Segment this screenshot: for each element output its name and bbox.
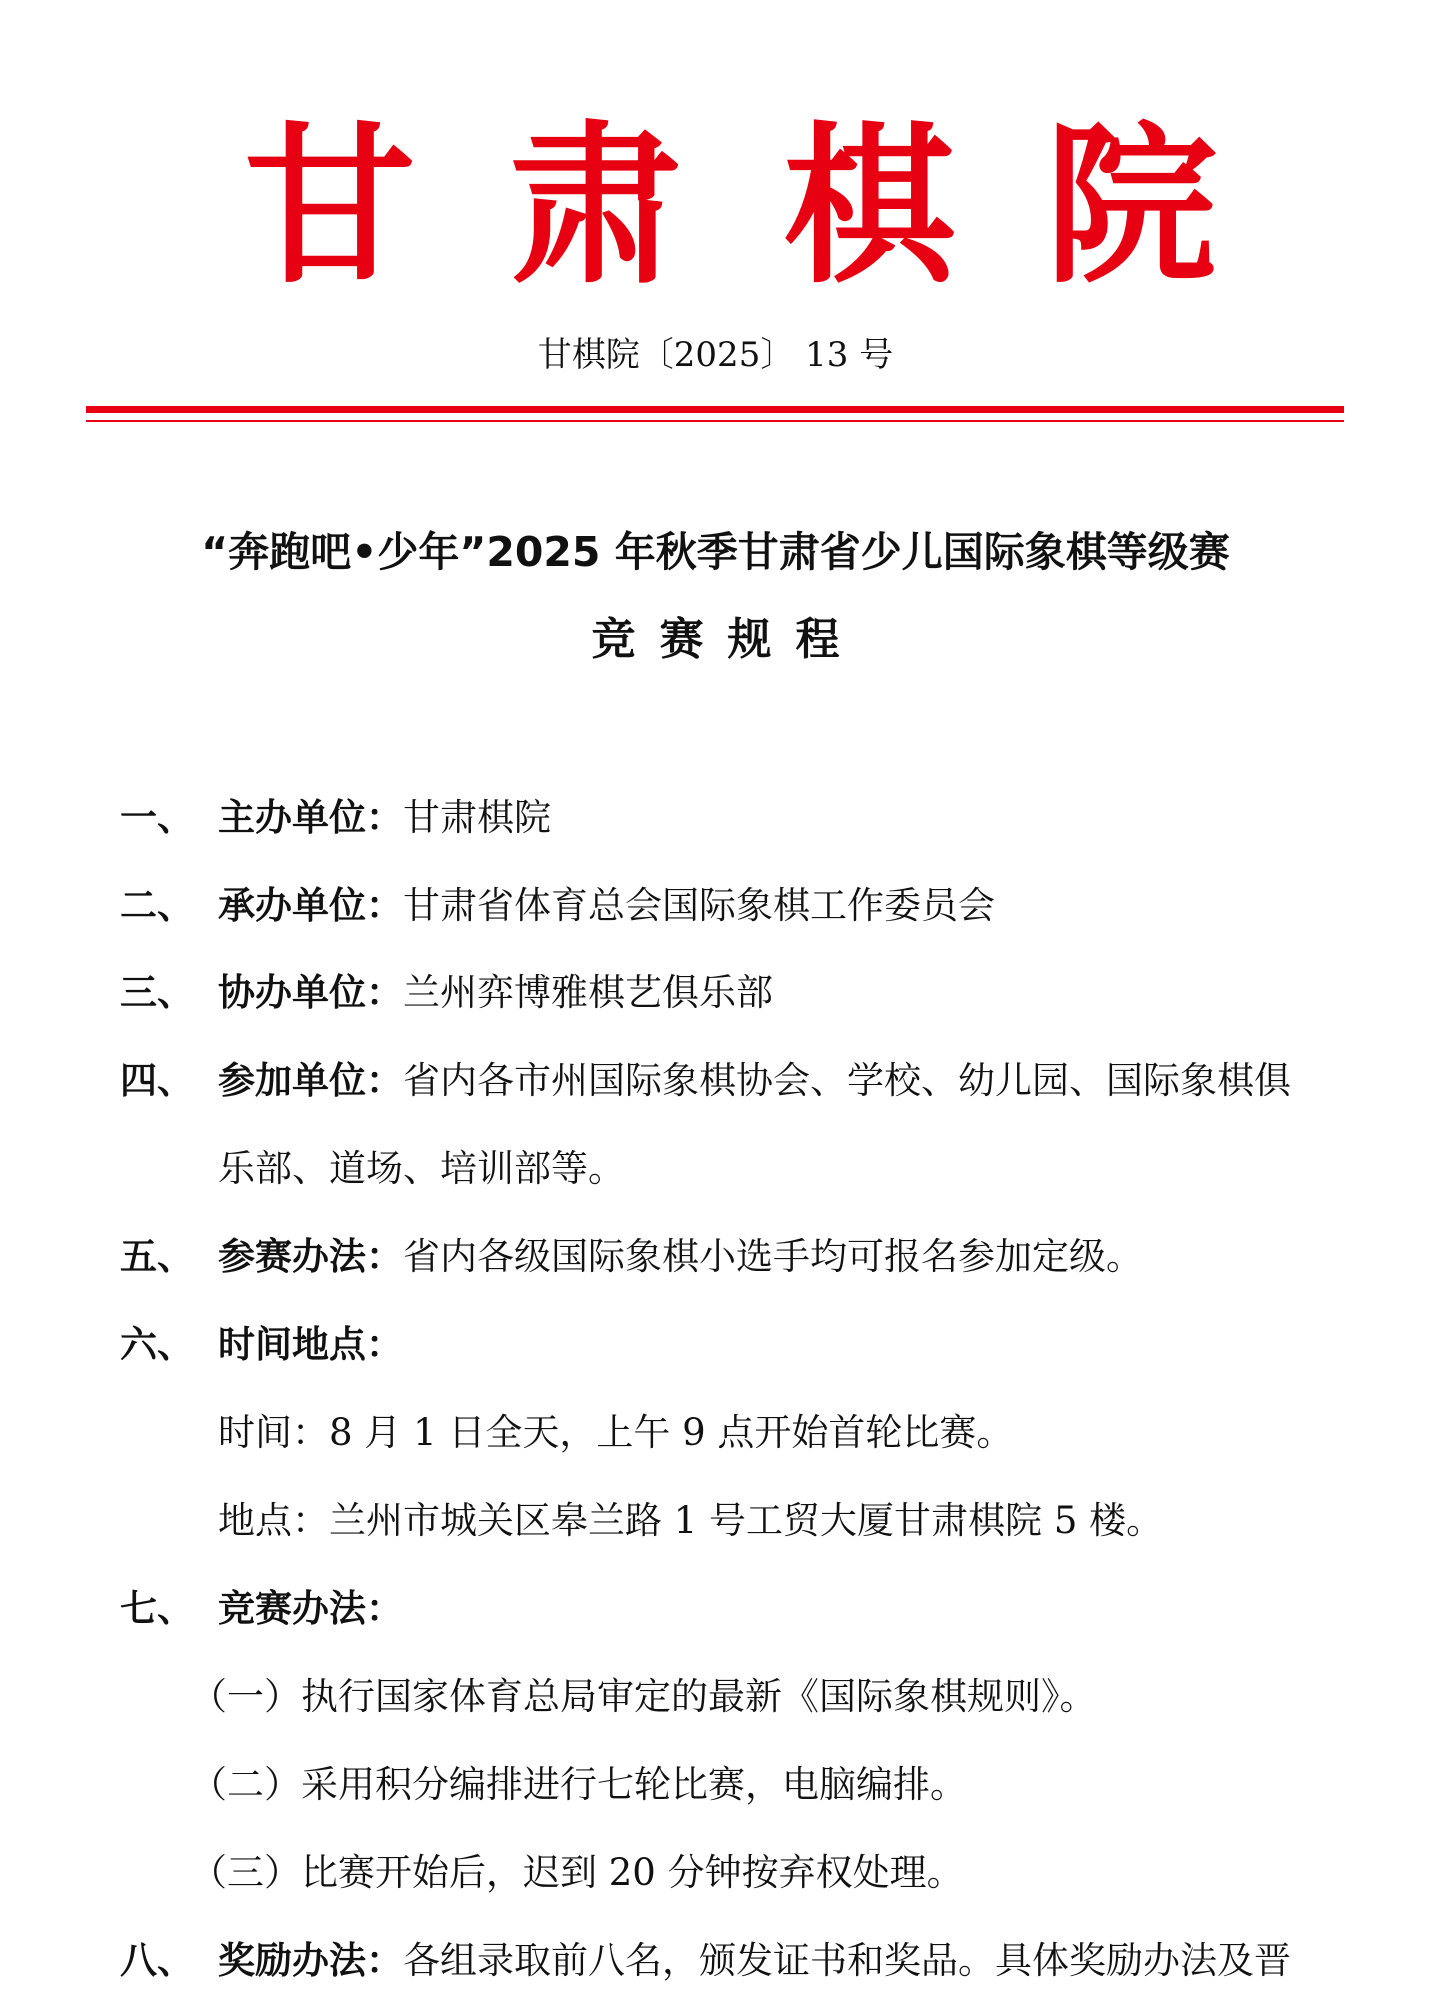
masthead-char: 棋 (783, 104, 955, 307)
section-continuation: 乐部、道场、培训部等。 (218, 1147, 625, 1190)
masthead-char: 肃 (509, 104, 681, 307)
masthead-char: 甘 (244, 104, 416, 307)
section-label: 协办单位： (218, 971, 403, 1014)
rule-item: （二）采用积分编排进行七轮比赛，电脑编排。 (190, 1763, 967, 1806)
section-line (218, 968, 773, 1018)
section-label: 竞赛办法： (218, 1587, 403, 1630)
section-line (218, 1936, 1291, 1986)
section-value: 兰州弈博雅棋艺俱乐部 (403, 971, 773, 1014)
section-value: 各组录取前八名，颁发证书和奖品。具体奖励办法及晋 (403, 1939, 1291, 1982)
red-divider-thin (86, 420, 1344, 422)
section-line (218, 1320, 403, 1370)
section-number: 五、 (120, 1235, 194, 1278)
rule-item: （一）执行国家体育总局审定的最新《国际象棋规则》。 (190, 1675, 1097, 1718)
section-number: 七、 (120, 1587, 194, 1630)
section-number: 三、 (120, 971, 194, 1014)
document-subtitle: 竞赛规程 (591, 614, 864, 665)
rule-item: （三）比赛开始后，迟到 20 分钟按弃权处理。 (190, 1851, 964, 1894)
document-title: “奔跑吧•少年”2025 年秋季甘肃省少儿国际象棋等级赛 (201, 528, 1230, 576)
section-value: 省内各市州国际象棋协会、学校、幼儿园、国际象棋俱 (403, 1059, 1291, 1102)
section-line (218, 1584, 403, 1634)
document-number: 甘棋院〔2025〕 13 号 (537, 335, 894, 375)
time-detail: 时间：8 月 1 日全天，上午 9 点开始首轮比赛。 (218, 1411, 1014, 1454)
section-label: 时间地点： (218, 1323, 403, 1366)
section-line (218, 1232, 1143, 1282)
section-number: 二、 (120, 884, 194, 927)
section-label: 承办单位： (218, 884, 403, 927)
red-divider-thick (86, 406, 1344, 413)
section-value: 甘肃棋院 (403, 796, 551, 839)
section-label: 参赛办法： (218, 1235, 403, 1278)
section-number: 六、 (120, 1323, 194, 1366)
section-line (218, 793, 551, 843)
masthead-char: 院 (1045, 104, 1217, 307)
section-number: 一、 (120, 796, 194, 839)
section-line (218, 881, 995, 931)
section-line (218, 1056, 1291, 1106)
section-label: 参加单位： (218, 1059, 403, 1102)
section-label: 主办单位： (218, 796, 403, 839)
section-number: 八、 (120, 1939, 194, 1982)
section-value: 甘肃省体育总会国际象棋工作委员会 (403, 884, 995, 927)
section-value: 省内各级国际象棋小选手均可报名参加定级。 (403, 1235, 1143, 1278)
masthead (0, 100, 1431, 307)
section-label: 奖励办法： (218, 1939, 403, 1982)
place-detail: 地点：兰州市城关区皋兰路 1 号工贸大厦甘肃棋院 5 楼。 (218, 1499, 1164, 1542)
section-number: 四、 (120, 1059, 194, 1102)
